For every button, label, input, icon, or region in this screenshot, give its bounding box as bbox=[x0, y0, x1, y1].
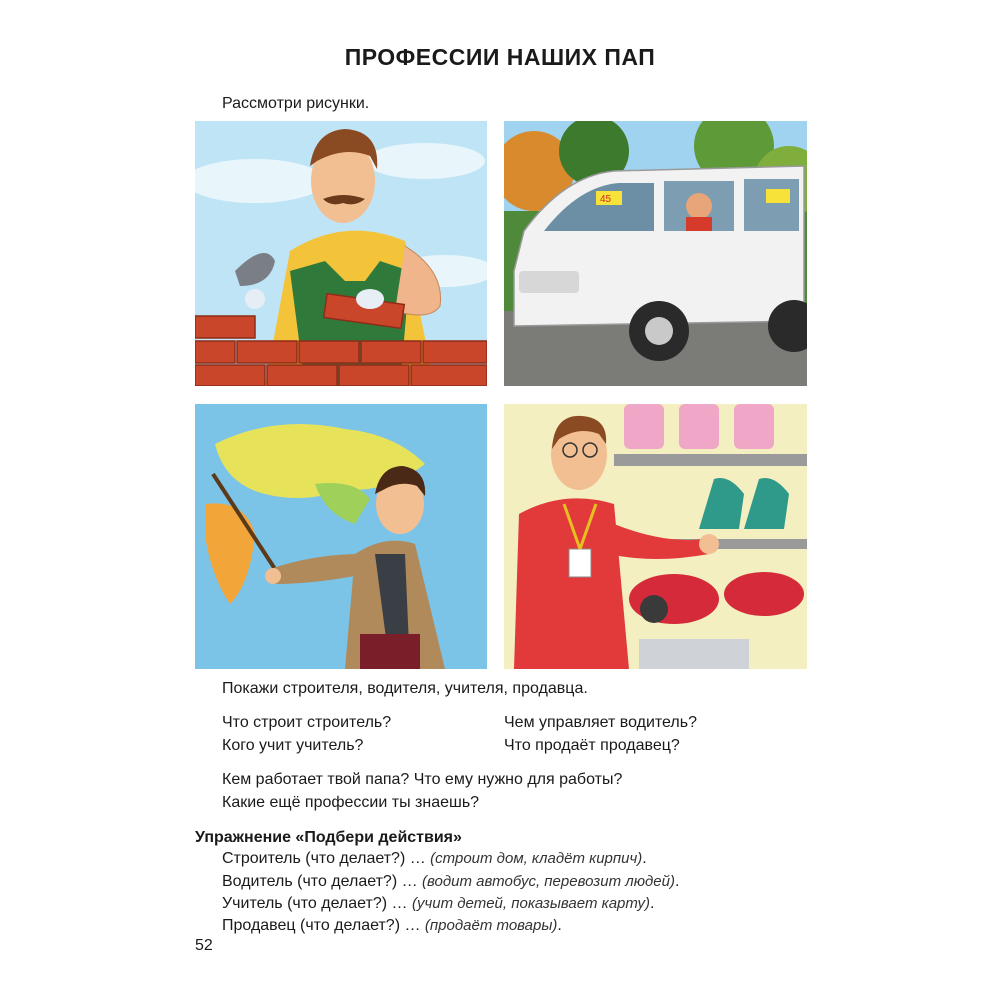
exercise-end: . bbox=[557, 917, 562, 934]
exercise-item bbox=[222, 917, 562, 935]
question-seller: Что продаёт продавец? bbox=[504, 737, 680, 754]
exercise-hint: (продаёт товары) bbox=[424, 917, 558, 934]
question-teacher: Кого учит учитель? bbox=[222, 737, 364, 754]
exercise-item bbox=[222, 895, 655, 913]
builder-picture bbox=[195, 121, 487, 386]
question-builder: Что строит строитель? bbox=[222, 714, 392, 731]
exercise-lead: Водитель (что делает?) … bbox=[222, 873, 418, 890]
seller-picture bbox=[504, 404, 807, 669]
page-title: ПРОФЕССИИ НАШИХ ПАП bbox=[344, 44, 656, 70]
question-driver: Чем управляет водитель? bbox=[504, 714, 697, 731]
exercise-end: . bbox=[674, 873, 680, 890]
question-dad: Кем работает твой папа? Что ему нужно для работы? bbox=[222, 771, 623, 788]
route-sign: 45 bbox=[600, 194, 612, 205]
show-instruction: Покажи строителя, водителя, учителя, продавца. bbox=[222, 680, 588, 697]
exercise-item bbox=[222, 873, 679, 891]
exercise-hint: (строит дом, кладёт кирпич) bbox=[430, 850, 643, 867]
exercise-lead: Продавец (что делает?) … bbox=[222, 917, 421, 934]
instruction-text: Рассмотри рисунки. bbox=[222, 95, 370, 112]
exercise-end: . bbox=[650, 895, 655, 912]
exercise-hint: (учит детей, показывает карту) bbox=[411, 895, 651, 912]
question-professions: Какие ещё профессии ты знаешь? bbox=[222, 794, 480, 811]
teacher-picture bbox=[195, 404, 487, 669]
exercise-title: Упражнение «Подбери действия» bbox=[195, 829, 462, 846]
exercise-hint: (водит автобус, перевозит людей) bbox=[422, 873, 675, 890]
driver-picture bbox=[504, 121, 807, 386]
exercise-lead: Строитель (что делает?) … bbox=[222, 850, 426, 867]
exercise-end: . bbox=[642, 850, 647, 867]
exercise-item bbox=[222, 850, 647, 868]
page-number: 52 bbox=[195, 937, 213, 954]
exercise-lead: Учитель (что делает?) … bbox=[222, 895, 408, 912]
